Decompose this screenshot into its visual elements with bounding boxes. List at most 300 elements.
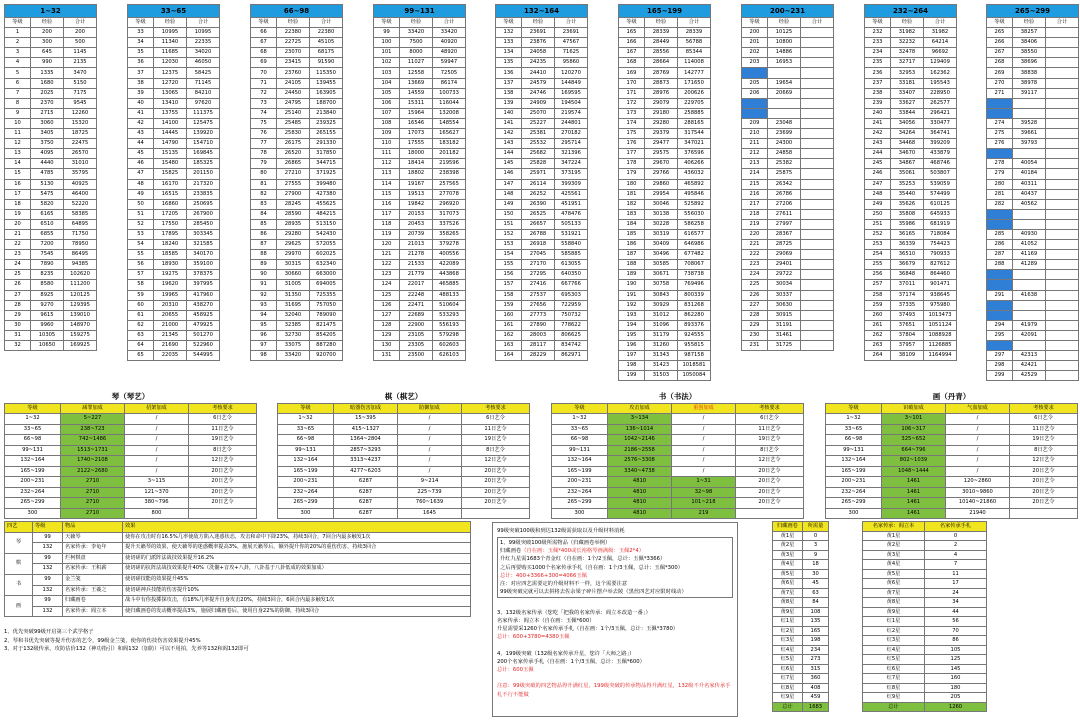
table-row xyxy=(251,290,343,300)
total-cell: 585885 xyxy=(555,250,588,260)
table-row xyxy=(128,250,220,260)
total-cell: 233835 xyxy=(187,189,220,199)
total-cell: 28339 xyxy=(678,28,711,38)
table-row xyxy=(496,58,588,68)
exp-cell: 21000 xyxy=(154,320,187,330)
total-value: 1260 xyxy=(925,702,987,712)
level-header-cell: 合计 xyxy=(64,18,97,28)
exp-cell: 33075 xyxy=(277,341,310,351)
exp-cell: 21278 xyxy=(400,250,433,260)
table-row xyxy=(826,477,1078,488)
level-cell: 252 xyxy=(865,229,891,239)
star-level-cell: 红8星 xyxy=(863,683,925,693)
table-row xyxy=(619,341,711,351)
total-cell: 522960 xyxy=(187,341,220,351)
table-row xyxy=(742,28,834,38)
table-row xyxy=(251,129,343,139)
level-cell: 53 xyxy=(128,229,154,239)
total-cell xyxy=(801,310,834,320)
table-row xyxy=(5,477,257,488)
level-cell: 171 xyxy=(619,88,645,98)
note-total: 总计：600+3780=4380玉佩 xyxy=(497,634,570,641)
exp-cell: 25875 xyxy=(768,169,801,179)
table-row xyxy=(5,564,471,575)
star-count-cell: 63 xyxy=(803,588,829,598)
star-count-cell: 165 xyxy=(803,626,829,636)
art-header-cell: 等级 xyxy=(5,403,61,414)
art-name-cell: 画 xyxy=(5,596,33,617)
exp-cell: 27537 xyxy=(522,290,555,300)
exp-cell: 38838 xyxy=(1013,68,1046,78)
table-row xyxy=(742,179,834,189)
star-level-cell: 红6星 xyxy=(863,664,925,674)
exp-cell: 19167 xyxy=(400,179,433,189)
total-cell: 610125 xyxy=(924,199,957,209)
table-row xyxy=(374,209,466,219)
exp-cell: 10800 xyxy=(768,38,801,48)
exp-cell: 31503 xyxy=(645,371,678,381)
exp-cell: 2370 xyxy=(31,98,64,108)
art-cell: 2710 xyxy=(61,498,125,509)
art-cell: 6日艺令 xyxy=(462,414,530,425)
exp-cell: 41638 xyxy=(1013,290,1046,300)
item-effect-cell: 战斗中有你投掷探攻击，有18%几率提升自身攻击20%，持续3回合，6回合内最多触发1次 xyxy=(123,596,471,607)
total-cell: 317073 xyxy=(433,209,466,219)
table-row xyxy=(5,487,257,498)
table-row xyxy=(773,645,829,655)
table-row xyxy=(374,320,466,330)
total-cell: 769496 xyxy=(678,280,711,290)
total-cell xyxy=(1046,341,1079,351)
total-cell: 757050 xyxy=(310,300,343,310)
total-cell: 321396 xyxy=(555,149,588,159)
table-row xyxy=(987,240,1079,250)
total-cell: 821475 xyxy=(310,320,343,330)
note-line xyxy=(497,600,733,608)
level-cell: 12 xyxy=(5,139,31,149)
art-cell: 20日艺令 xyxy=(462,498,530,509)
level-cell: 66 xyxy=(251,28,277,38)
table-row xyxy=(987,159,1079,169)
table-row xyxy=(5,189,97,199)
table-row xyxy=(552,445,804,456)
total-cell xyxy=(1046,78,1079,88)
art-cell: 6日艺令 xyxy=(189,414,257,425)
art-cell: 300 xyxy=(5,508,61,519)
table-row xyxy=(987,68,1079,78)
table-row xyxy=(826,414,1078,425)
level-cell: 13 xyxy=(5,149,31,159)
exp-cell: 24235 xyxy=(522,58,555,68)
total-cell: 34020 xyxy=(187,48,220,58)
total-cell: 539059 xyxy=(924,179,957,189)
art-cell: 12日艺令 xyxy=(736,456,804,467)
level-cell: 162 xyxy=(496,330,522,340)
art-cell: 33~65 xyxy=(826,424,882,435)
total-cell: 45105 xyxy=(310,38,343,48)
table-row xyxy=(128,320,220,330)
exp-cell: 29477 xyxy=(645,139,678,149)
exp-cell: 31260 xyxy=(645,341,678,351)
table-row xyxy=(251,351,343,361)
exp-cell: 37804 xyxy=(891,330,924,340)
total-cell: 71625 xyxy=(555,48,588,58)
total-cell xyxy=(801,98,834,108)
table-row xyxy=(496,129,588,139)
level-cell: 73 xyxy=(251,98,277,108)
table-row xyxy=(865,320,957,330)
exp-cell: 16860 xyxy=(154,199,187,209)
exp-cell: 7500 xyxy=(400,38,433,48)
level-cell: 124 xyxy=(374,280,400,290)
table-row xyxy=(773,664,829,674)
level-cell: 221 xyxy=(742,240,768,250)
level-cell: 163 xyxy=(496,341,522,351)
total-cell: 78950 xyxy=(64,240,97,250)
level-cell: 40 xyxy=(128,98,154,108)
exp-cell: 20655 xyxy=(154,310,187,320)
art-cell xyxy=(1010,508,1078,519)
level-table-title: 132~164 xyxy=(496,5,588,18)
total-cell: 834742 xyxy=(555,341,588,351)
exp-cell: 38696 xyxy=(1013,58,1046,68)
level-cell: 273 xyxy=(987,108,1013,118)
total-cell xyxy=(1046,209,1079,219)
exp-cell: 25485 xyxy=(277,118,310,128)
table-row xyxy=(742,189,834,199)
table-row xyxy=(865,330,957,340)
total-cell: 296421 xyxy=(924,108,957,118)
level-cell: 205 xyxy=(742,78,768,88)
total-cell: 40920 xyxy=(433,38,466,48)
table-row xyxy=(552,435,804,446)
art-cell: / xyxy=(672,466,736,477)
total-cell xyxy=(801,250,834,260)
exp-cell xyxy=(1013,108,1046,118)
exp-cell: 31695 xyxy=(277,300,310,310)
art-cell: 20日艺令 xyxy=(189,466,257,477)
table-row xyxy=(826,487,1078,498)
level-cell: 103 xyxy=(374,68,400,78)
table-row xyxy=(251,68,343,78)
level-cell: 213 xyxy=(742,159,768,169)
exp-cell: 22035 xyxy=(154,351,187,361)
level-cell: 54 xyxy=(128,240,154,250)
table-row xyxy=(5,532,471,543)
level-table xyxy=(127,4,220,361)
total-cell: 458925 xyxy=(187,310,220,320)
table-row xyxy=(619,219,711,229)
table-row xyxy=(773,683,829,693)
total-cell: 378375 xyxy=(187,270,220,280)
total-cell xyxy=(1046,361,1079,371)
table-row xyxy=(5,219,97,229)
exp-cell: 2025 xyxy=(31,88,64,98)
item-effect-cell: 使切磋的门派阵法战技效果提升16.2% xyxy=(123,553,471,564)
total-cell: 154710 xyxy=(187,139,220,149)
exp-cell: 30843 xyxy=(645,290,678,300)
level-cell: 169 xyxy=(619,68,645,78)
exp-cell: 33407 xyxy=(891,88,924,98)
total-cell xyxy=(1046,159,1079,169)
level-cell: 128 xyxy=(374,320,400,330)
level-cell: 222 xyxy=(742,250,768,260)
table-row xyxy=(987,149,1079,159)
art-cell: 232~264 xyxy=(5,487,61,498)
exp-cell: 27773 xyxy=(522,310,555,320)
art-header-cell: 等级 xyxy=(826,403,882,414)
art-table xyxy=(4,390,257,519)
total-cell: 22380 xyxy=(310,28,343,38)
level-cell: 80 xyxy=(251,169,277,179)
table-row xyxy=(496,199,588,209)
table-row xyxy=(5,445,257,456)
total-cell: 632340 xyxy=(310,260,343,270)
table-row xyxy=(251,260,343,270)
art-cell: 2710 xyxy=(61,477,125,488)
level-cell: 113 xyxy=(374,169,400,179)
star-count-cell: 160 xyxy=(925,674,987,684)
table-row xyxy=(863,579,987,589)
exp-cell: 36339 xyxy=(891,240,924,250)
star-count-cell: 44 xyxy=(925,607,987,617)
art-header-cell: 招架加成 xyxy=(125,403,189,414)
note-line: 升红九星需1683个青金红（自在画：1个/2玉佩，总计：玉佩*3366） xyxy=(500,556,666,563)
table-row xyxy=(278,498,530,509)
table-row xyxy=(742,139,834,149)
total-cell: 478476 xyxy=(555,209,588,219)
exp-cell: 17895 xyxy=(154,229,187,239)
level-cell: 287 xyxy=(987,250,1013,260)
level-cell: 64 xyxy=(128,341,154,351)
total-cell: 677482 xyxy=(678,250,711,260)
exp-cell: 8235 xyxy=(31,270,64,280)
total-cell: 120270 xyxy=(555,68,588,78)
star-count-cell: 30 xyxy=(803,569,829,579)
art-cell: 3313~4237 xyxy=(334,456,398,467)
total-cell: 468746 xyxy=(924,159,957,169)
level-cell: 107 xyxy=(374,108,400,118)
art-title: 琴（琴艺） xyxy=(111,391,150,401)
table-row xyxy=(374,98,466,108)
level-cell: 159 xyxy=(496,300,522,310)
art-cell: 6287 xyxy=(334,487,398,498)
art-cell: 20日艺令 xyxy=(189,498,257,509)
level-cell: 230 xyxy=(742,330,768,340)
total-cell xyxy=(1046,189,1079,199)
exp-cell: 13065 xyxy=(154,88,187,98)
level-cell: 276 xyxy=(987,139,1013,149)
level-cell: 164 xyxy=(496,351,522,361)
item-level-cell: 132 xyxy=(33,606,63,617)
tip-item: 1、优先突破99级开启第三个武学格子 xyxy=(4,629,94,635)
exp-cell: 19654 xyxy=(768,78,801,88)
table-row xyxy=(742,58,834,68)
table-row xyxy=(251,88,343,98)
art-cell: 4810 xyxy=(608,487,672,498)
exp-cell: 15311 xyxy=(400,98,433,108)
level-cell: 141 xyxy=(496,118,522,128)
total-cell xyxy=(801,129,834,139)
total-cell: 718084 xyxy=(924,229,957,239)
level-cell: 281 xyxy=(987,189,1013,199)
item-effect-cell: 使切磋神兵技能的伤害提升10% xyxy=(123,585,471,596)
art-table xyxy=(551,390,804,519)
table-row xyxy=(496,330,588,340)
level-header-cell: 等级 xyxy=(496,18,522,28)
total-cell: 15320 xyxy=(64,118,97,128)
table-row xyxy=(865,68,957,78)
art-cell: 325~652 xyxy=(882,435,946,446)
table-row xyxy=(865,209,957,219)
level-cell: 133 xyxy=(496,38,522,48)
exp-cell: 21013 xyxy=(400,240,433,250)
table-row xyxy=(5,229,97,239)
table-row xyxy=(496,320,588,330)
level-header-cell: 经验 xyxy=(645,18,678,28)
table-row xyxy=(742,219,834,229)
exp-cell: 16546 xyxy=(400,118,433,128)
level-cell: 100 xyxy=(374,38,400,48)
total-cell: 321585 xyxy=(187,240,220,250)
level-cell: 278 xyxy=(987,159,1013,169)
table-row xyxy=(128,98,220,108)
exp-cell: 17205 xyxy=(154,209,187,219)
star-count-cell: 459 xyxy=(803,693,829,703)
exp-cell: 26520 xyxy=(277,149,310,159)
level-cell: 139 xyxy=(496,98,522,108)
level-table-title: 1~32 xyxy=(5,5,97,18)
level-cell: 212 xyxy=(742,149,768,159)
level-header-cell: 经验 xyxy=(522,18,555,28)
table-row xyxy=(863,598,987,608)
exp-cell: 12375 xyxy=(154,68,187,78)
level-cell: 56 xyxy=(128,260,154,270)
level-cell: 115 xyxy=(374,189,400,199)
table-row xyxy=(251,320,343,330)
total-cell: 228950 xyxy=(924,88,957,98)
art-cell xyxy=(462,508,530,519)
art-cell: 1~31 xyxy=(672,477,736,488)
table-row xyxy=(865,310,957,320)
exp-cell: 14559 xyxy=(400,88,433,98)
level-cell: 251 xyxy=(865,219,891,229)
exp-cell: 7200 xyxy=(31,240,64,250)
exp-cell: 24795 xyxy=(277,98,310,108)
item-header-cell: 效果 xyxy=(123,522,471,533)
level-cell: 272 xyxy=(987,98,1013,108)
art-cell: 1461 xyxy=(882,498,946,509)
level-cell: 199 xyxy=(619,371,645,381)
table-row xyxy=(374,219,466,229)
level-cell: 89 xyxy=(251,260,277,270)
total-cell: 169595 xyxy=(555,88,588,98)
exp-cell: 35440 xyxy=(891,189,924,199)
exp-cell: 39793 xyxy=(1013,139,1046,149)
total-cell: 97620 xyxy=(187,98,220,108)
total-cell xyxy=(801,159,834,169)
table-row xyxy=(863,655,987,665)
art-cell: / xyxy=(946,424,1010,435)
exp-cell: 28556 xyxy=(645,48,678,58)
exp-cell: 15825 xyxy=(154,169,187,179)
total-cell: 864460 xyxy=(924,270,957,280)
total-cell xyxy=(1046,300,1079,310)
total-cell: 262577 xyxy=(924,98,957,108)
table-row xyxy=(865,159,957,169)
item-name-cell: 名家传承：王积薪 xyxy=(63,564,123,575)
art-cell: 6287 xyxy=(334,508,398,519)
level-cell: 83 xyxy=(251,199,277,209)
level-cell: 143 xyxy=(496,139,522,149)
table-row xyxy=(128,179,220,189)
exp-cell: 19620 xyxy=(154,280,187,290)
star-level-cell: 红3星 xyxy=(773,636,803,646)
level-cell: 197 xyxy=(619,351,645,361)
exp-cell: 10995 xyxy=(154,28,187,38)
exp-cell: 31982 xyxy=(891,28,924,38)
table-row xyxy=(619,260,711,270)
total-cell: 100733 xyxy=(433,88,466,98)
art-cell: / xyxy=(398,456,462,467)
total-cell: 602603 xyxy=(433,341,466,351)
art-cell: 20日艺令 xyxy=(736,477,804,488)
total-cell: 139455 xyxy=(310,78,343,88)
table-row xyxy=(773,693,829,703)
art-cell: / xyxy=(672,414,736,425)
total-cell xyxy=(801,179,834,189)
level-header-cell: 经验 xyxy=(31,18,64,28)
star-level-cell: 黄5星 xyxy=(863,569,925,579)
level-cell: 21 xyxy=(5,229,31,239)
table-row xyxy=(987,169,1079,179)
table-row xyxy=(128,330,220,340)
art-header-cell: 气血加成 xyxy=(946,403,1010,414)
table-row xyxy=(773,550,829,560)
total-cell xyxy=(1046,118,1079,128)
exp-cell: 6855 xyxy=(31,229,64,239)
exp-cell xyxy=(768,108,801,118)
total-cell: 544995 xyxy=(187,351,220,361)
total-cell xyxy=(801,108,834,118)
level-cell: 253 xyxy=(865,240,891,250)
art-cell: 136~1014 xyxy=(608,424,672,435)
table-row xyxy=(251,229,343,239)
total-cell: 86495 xyxy=(64,250,97,260)
art-cell: 1513~1731 xyxy=(61,445,125,456)
total-cell: 920700 xyxy=(310,351,343,361)
item-header-cell: 等级 xyxy=(33,522,63,533)
item-header-cell: 物品 xyxy=(63,522,123,533)
level-cell: 97 xyxy=(251,341,277,351)
table-row xyxy=(987,361,1079,371)
table-row xyxy=(278,445,530,456)
table-row xyxy=(865,199,957,209)
art-cell: 99~131 xyxy=(826,445,882,456)
level-cell: 35 xyxy=(128,48,154,58)
total-cell: 120125 xyxy=(64,290,97,300)
total-cell: 542430 xyxy=(310,229,343,239)
exp-cell: 39117 xyxy=(1013,88,1046,98)
exp-cell: 28976 xyxy=(645,88,678,98)
art-cell: 415~1327 xyxy=(334,424,398,435)
total-cell: 116044 xyxy=(433,98,466,108)
level-cell: 154 xyxy=(496,250,522,260)
level-cell: 279 xyxy=(987,169,1013,179)
total-cell: 484215 xyxy=(310,209,343,219)
level-cell: 88 xyxy=(251,250,277,260)
table-row xyxy=(128,229,220,239)
